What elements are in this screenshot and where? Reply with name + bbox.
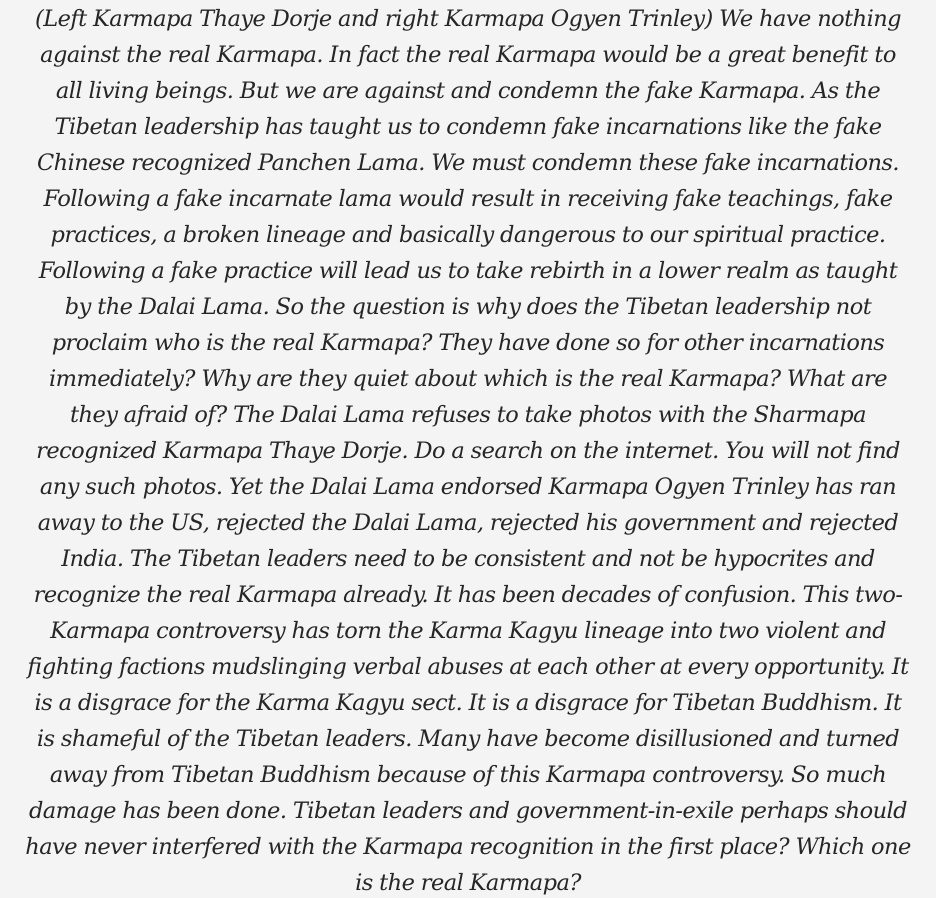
caption-line: recognize the real Karmapa already. It has been decades of confusion. This two-: [33, 582, 903, 608]
caption-line: recognized Karmapa Thaye Dorje. Do a search on the internet. You will not find: [36, 438, 900, 464]
caption-line: Following a fake incarnate lama would result in receiving fake teachings, fake: [43, 186, 893, 212]
caption-line: India. The Tibetan leaders need to be consistent and not be hypocrites and: [61, 546, 875, 572]
caption-line: have never interfered with the Karmapa recognition in the first place? Which one: [25, 834, 911, 860]
caption-line: is shameful of the Tibetan leaders. Many have become disillusioned and turned: [36, 726, 900, 752]
caption-line: Chinese recognized Panchen Lama. We must condemn these fake incarnations.: [36, 150, 899, 176]
caption-line: by the Dalai Lama. So the question is why does the Tibetan leadership not: [64, 294, 872, 320]
caption-line: proclaim who is the real Karmapa? They have done so for other incarnations: [51, 330, 885, 356]
caption-line: Karmapa controversy has torn the Karma Kagyu lineage into two violent and: [50, 618, 886, 644]
caption-line: away to the US, rejected the Dalai Lama, rejected his government and rejected: [37, 510, 899, 536]
caption-line: is a disgrace for the Karma Kagyu sect. It is a disgrace for Tibetan Buddhism. It: [34, 690, 902, 716]
caption-line: (Left Karmapa Thaye Dorje and right Karmapa Ogyen Trinley) We have nothing: [34, 6, 902, 32]
caption-line: against the real Karmapa. In fact the real Karmapa would be a great benefit to: [40, 42, 896, 68]
caption-line: immediately? Why are they quiet about which is the real Karmapa? What are: [49, 366, 887, 392]
caption-line: fighting factions mudslinging verbal abuses at each other at every opportunity. It: [27, 654, 909, 680]
caption-line: is the real Karmapa?: [355, 870, 581, 896]
caption-line: practices, a broken lineage and basically dangerous to our spiritual practice.: [50, 222, 886, 248]
caption-line: all living beings. But we are against and condemn the fake Karmapa. As the: [55, 78, 881, 104]
caption-line: Following a fake practice will lead us to take rebirth in a lower realm as taught: [38, 258, 898, 284]
caption-line: they afraid of? The Dalai Lama refuses to take photos with the Sharmapa: [70, 402, 866, 428]
image-caption: [12, 1, 924, 898]
caption-line: any such photos. Yet the Dalai Lama endorsed Karmapa Ogyen Trinley has ran: [39, 474, 897, 500]
caption-line: away from Tibetan Buddhism because of this Karmapa controversy. So much: [49, 762, 887, 788]
caption-line: Tibetan leadership has taught us to condemn fake incarnations like the fake: [54, 114, 882, 140]
caption-line: damage has been done. Tibetan leaders and government-in-exile perhaps should: [28, 798, 908, 824]
